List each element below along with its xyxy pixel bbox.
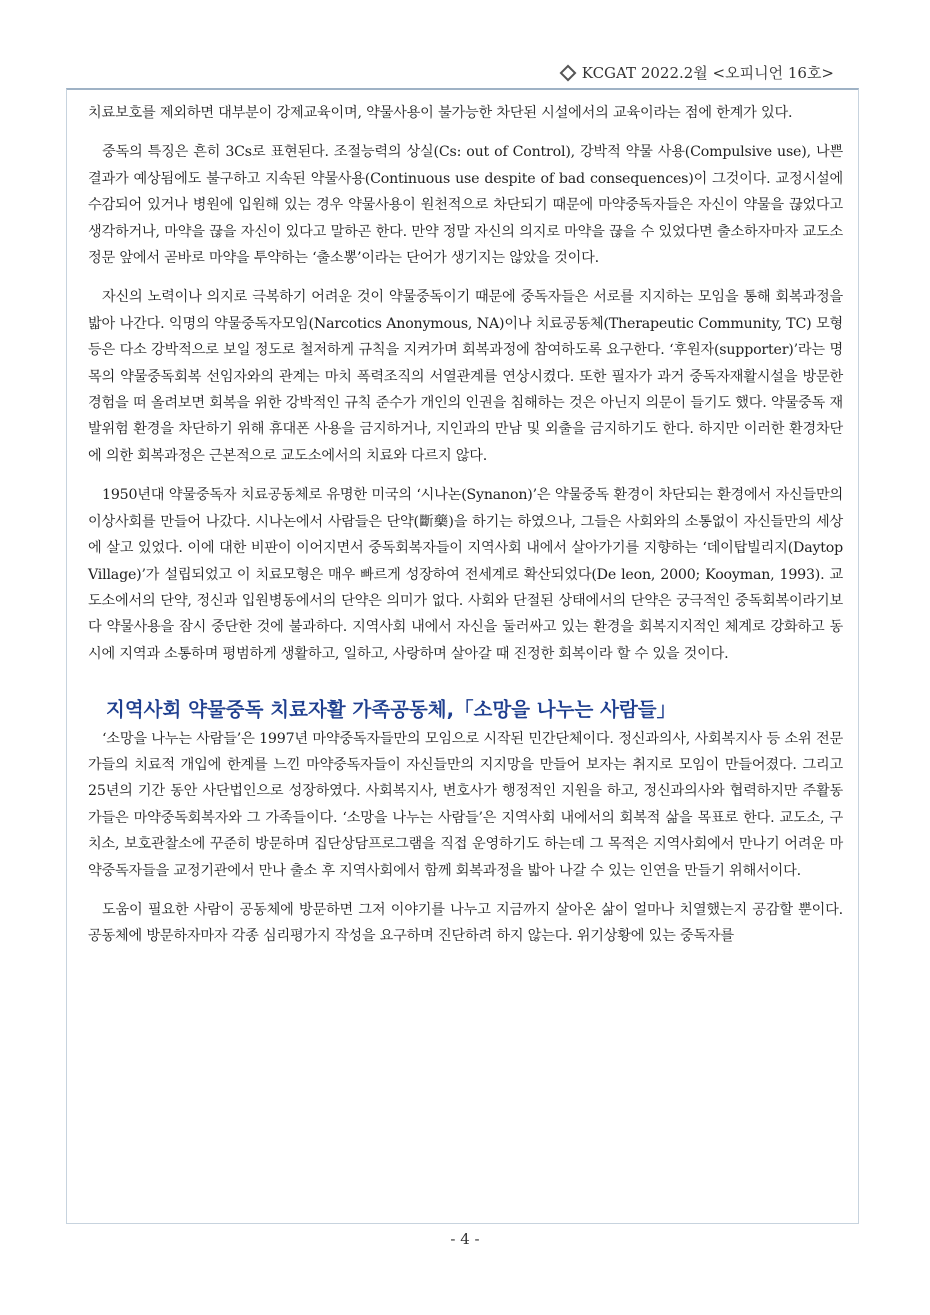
header-text: KCGAT 2022.2월 <오피니언 16호> — [581, 64, 834, 82]
section-heading: 지역사회 약물중독 치료자활 가족공동체,「소망을 나누는 사람들」 — [106, 698, 677, 722]
page-header — [562, 62, 834, 83]
paragraph: 도움이 필요한 사람이 공동체에 방문하면 그저 이야기를 나누고 지금까지 살아온 삶이 얼마나 치열했는지 공감할 뿐이다. 공동체에 방문하자마자 각종 심리평가지 작성을 요구하며 진단하려 하지 않는다. 위기상황에 있는 중독자를 — [88, 901, 843, 945]
main-content — [88, 100, 843, 963]
page-number: - 4 - — [450, 1230, 480, 1248]
paragraph: ‘소망을 나누는 사람들’은 1997년 마약중독자들만의 모임으로 시작된 민간단체이다. 정신과의사, 사회복지사 등 소위 전문가들의 치료적 개입에 한계를 느낀 마약중독자들이 자신들만의 지지망을 만들어 보자는 취지로 모임이 만들어졌다. 그리고 25년의 기간 동안 사단법인으로 성장하였다. 사회복지사, 변호사가 행정적인 지원을 하고, 정신과의사와 협력하지만 주활동가들은 마약중독회복자와 그 가족들이다. ‘소망을 나누는 사람들’은 지역사회 내에서의 회복적 삶을 목표로 한다. 교도소, 구치소, 보호관찰소에 꾸준히 방문하며 집단상담프로그램을 직접 운영하기도 하는데 그 목적은 지역사회에서 만나기 어려운 마약중독자들을 교정기관에서 만나 출소 후 지역사회에서 함께 회복과정을 밟아 나갈 수 있는 인연을 만들기 위해서이다. — [88, 730, 843, 879]
paragraph: 치료보호를 제외하면 대부분이 강제교육이며, 약물사용이 불가능한 차단된 시설에서의 교육이라는 점에 한계가 있다. — [88, 105, 793, 121]
paragraph: 중독의 특징은 흔히 3Cs로 표현된다. 조절능력의 상실(Cs: out of Control), 강박적 약물 사용(Compulsive use), 나쁜 결과가 예상됨에도 불구하고 지속된 약물사용(Continuous use despite of bad consequences)이 그것이다. 교정시설에 수감되어 있거나 병원에 입원해 있는 경우 약물사용이 원천적으로 차단되기 때문에 마약중독자들은 자신이 약물을 끊었다고 생각하거나, 마약을 끊을 자신이 있다고 말하곤 한다. 만약 정말 자신의 의지로 마약을 끊을 수 있었다면 출소하자마자 교도소 정문 앞에서 곧바로 마약을 투약하는 ‘출소뽕’이라는 단어가 생기지는 않았을 것이다. — [88, 144, 843, 267]
diamond-bullet-icon — [559, 64, 576, 81]
paragraph: 1950년대 약물중독자 치료공동체로 유명한 미국의 ‘시나논(Synanon)’은 약물중독 환경이 차단되는 환경에서 자신들만의 이상사회를 만들어 나갔다. 시나논에서 사람들은 단약(斷藥)을 하기는 하였으나, 그들은 사회와의 소통없이 자신들만의 세상에 살고 있었다. 이에 대한 비판이 이어지면서 중독회복자들이 지역사회 내에서 살아가기를 지향하는 ‘데이탑빌리지(Daytop Village)’가 설립되었고 이 치료모형은 매우 빠르게 성장하여 전세계로 확산되었다(De leon, 2000; Kooyman, 1993). 교도소에서의 단약, 정신과 입원병동에서의 단약은 의미가 없다. 사회와 단절된 상태에서의 단약은 궁극적인 중독회복이라기보다 약물사용을 잠시 중단한 것에 불과하다. 지역사회 내에서 자신을 둘러싸고 있는 환경을 회복지지적인 체계로 강화하고 동시에 지역과 소통하며 평범하게 생활하고, 일하고, 사랑하며 살아갈 때 진정한 회복이라 할 수 있을 것이다. — [88, 487, 843, 662]
paragraph: 자신의 노력이나 의지로 극복하기 어려운 것이 약물중독이기 때문에 중독자들은 서로를 지지하는 모임을 통해 회복과정을 밟아 나간다. 익명의 약물중독자모임(Narcotics Anonymous, NA)이나 치료공동체(Therapeutic Community, TC) 모형 등은 다소 강박적으로 보일 정도로 철저하게 규칙을 지켜가며 회복과정에 참여하도록 요구한다. ‘후원자(supporter)’라는 명목의 약물중독회복 선임자와의 관계는 마치 폭력조직의 서열관계를 연상시켰다. 또한 필자가 과거 중독자재활시설을 방문한 경험을 떠 올려보면 회복을 위한 강박적인 규칙 준수가 개인의 인권을 침해하는 것은 아닌지 의문이 들기도 했다. 약물중독 재발위험 환경을 차단하기 위해 휴대폰 사용을 금지하거나, 지인과의 만남 및 외출을 금지하기도 한다. 하지만 이러한 환경차단에 의한 회복과정은 근본적으로 교도소에서의 치료와 다르지 않다. — [88, 289, 843, 464]
